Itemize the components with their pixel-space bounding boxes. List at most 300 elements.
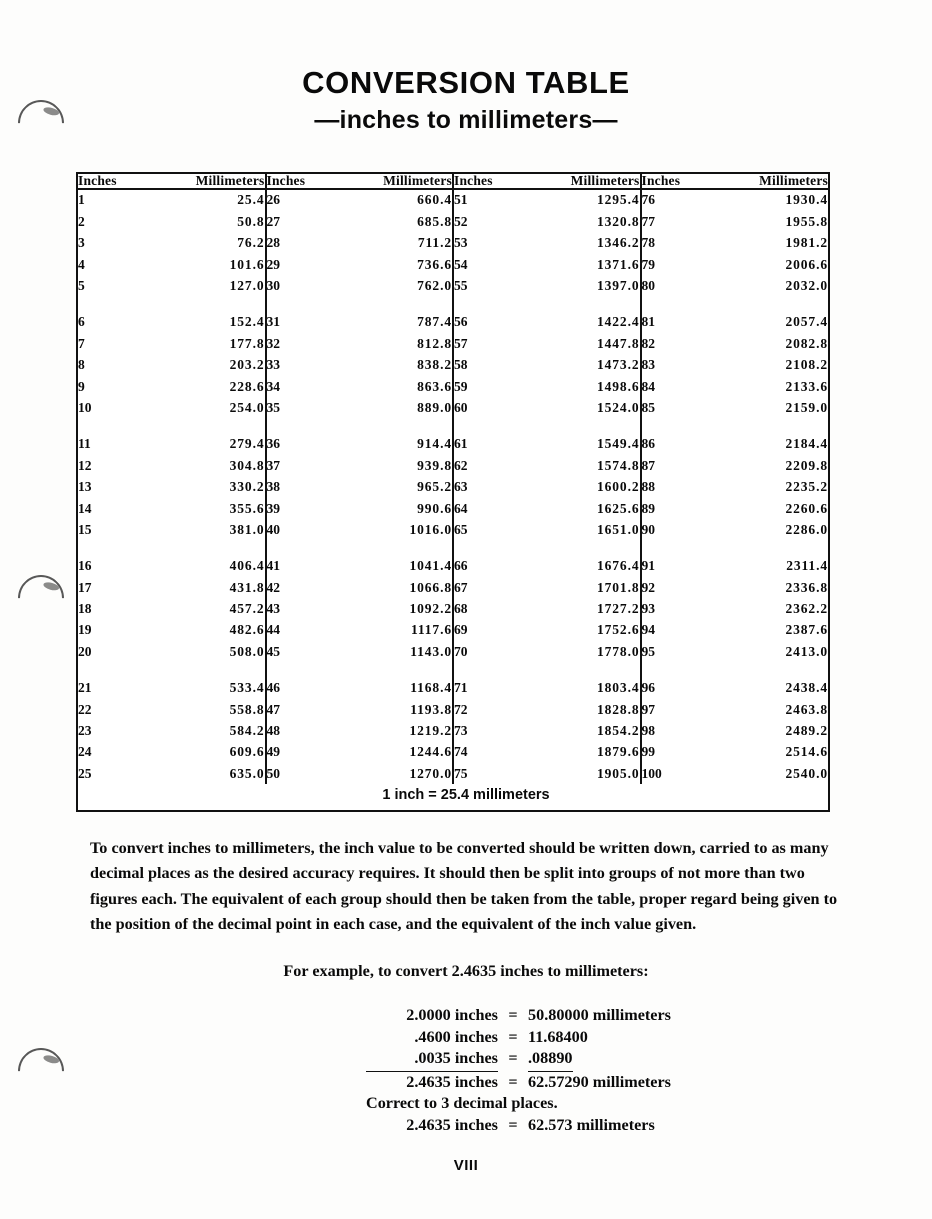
cell-inches: 70 xyxy=(453,641,540,662)
cell-millimeters: 2209.8 xyxy=(785,457,828,473)
cell-millimeters: 1955.8 xyxy=(785,213,828,229)
page-title xyxy=(0,66,932,135)
cell-inches: 43 xyxy=(266,598,353,619)
spacer-cell xyxy=(453,662,540,677)
cell-inches: 13 xyxy=(78,479,92,495)
table-row xyxy=(78,519,828,540)
cell-millimeters: 1168.4 xyxy=(410,680,452,696)
cell-millimeters: 2463.8 xyxy=(785,701,828,717)
cell-millimeters: 2235.2 xyxy=(785,479,828,495)
cell-inches: 8 xyxy=(78,357,85,373)
cell-millimeters: 889.0 xyxy=(417,399,452,415)
cell-inches: 7 xyxy=(78,335,85,351)
spacer-cell xyxy=(641,296,728,311)
cell-millimeters: 1320.8 xyxy=(596,213,640,229)
spacer-cell xyxy=(540,540,641,555)
cell-inches: 4 xyxy=(78,256,85,272)
cell-inches: 60 xyxy=(453,397,540,418)
cell-inches: 42 xyxy=(266,577,353,598)
cell-millimeters: 1219.2 xyxy=(409,723,452,739)
cell-millimeters: 660.4 xyxy=(417,192,452,208)
calc-equals-sign: = xyxy=(508,1072,518,1091)
table-row xyxy=(78,433,828,454)
calc-millimeters-value: 50.80000 millimeters xyxy=(528,1006,671,1024)
spacer-cell xyxy=(641,540,728,555)
table-row xyxy=(78,354,828,375)
cell-inches: 46 xyxy=(266,677,353,698)
cell-inches: 38 xyxy=(266,476,353,497)
cell-millimeters: 508.0 xyxy=(229,643,265,659)
cell-millimeters: 1981.2 xyxy=(785,235,828,251)
table-row xyxy=(78,763,828,784)
calc-inches-value: 2.0000 inches xyxy=(406,1006,498,1024)
header-millimeters-1: Millimeters xyxy=(165,174,266,189)
cell-millimeters: 50.8 xyxy=(237,213,265,229)
cell-inches: 49 xyxy=(266,741,353,762)
cell-millimeters: 1447.8 xyxy=(596,335,640,351)
table-row xyxy=(78,333,828,354)
table-row xyxy=(78,555,828,576)
cell-millimeters: 812.8 xyxy=(417,335,452,351)
cell-millimeters: 2540.0 xyxy=(785,765,828,781)
spacer-cell xyxy=(453,418,540,433)
cell-inches: 74 xyxy=(453,741,540,762)
cell-millimeters: 127.0 xyxy=(229,278,265,293)
cell-inches: 35 xyxy=(266,397,353,418)
cell-millimeters: 2438.4 xyxy=(785,680,828,696)
cell-millimeters: 2387.6 xyxy=(785,622,828,638)
cell-inches: 94 xyxy=(641,620,728,641)
cell-millimeters: 1422.4 xyxy=(596,314,640,330)
cell-inches: 25 xyxy=(78,765,92,781)
cell-millimeters: 355.6 xyxy=(229,500,265,516)
cell-inches: 6 xyxy=(78,314,85,330)
header-inches-1: Inches xyxy=(78,174,165,189)
cell-inches: 32 xyxy=(266,333,353,354)
calculation-row-2 xyxy=(366,1027,671,1049)
cell-inches: 2 xyxy=(78,213,85,229)
cell-millimeters: 431.8 xyxy=(229,579,265,595)
cell-inches: 9 xyxy=(78,378,85,394)
table-row xyxy=(78,254,828,275)
table-header xyxy=(78,174,828,189)
spacer-cell xyxy=(266,418,353,433)
header-millimeters-4: Millimeters xyxy=(728,174,829,189)
cell-millimeters: 2006.6 xyxy=(785,256,828,272)
cell-inches: 89 xyxy=(641,498,728,519)
cell-millimeters: 584.2 xyxy=(229,723,265,739)
cell-millimeters: 76.2 xyxy=(237,235,265,251)
cell-inches: 36 xyxy=(266,433,353,454)
calc-inches-value: .4600 inches xyxy=(414,1027,498,1046)
cell-inches: 54 xyxy=(453,254,540,275)
cell-millimeters: 2260.6 xyxy=(785,500,828,516)
cell-millimeters: 635.0 xyxy=(229,765,265,781)
cell-millimeters: 279.4 xyxy=(229,436,265,452)
cell-inches: 88 xyxy=(641,476,728,497)
table-group-spacer xyxy=(78,662,828,677)
cell-millimeters: 254.0 xyxy=(229,399,265,415)
cell-inches: 77 xyxy=(641,211,728,232)
cell-millimeters: 1778.0 xyxy=(596,643,640,659)
table-row xyxy=(78,211,828,232)
cell-inches: 65 xyxy=(453,519,540,540)
table-row xyxy=(78,498,828,519)
cell-inches: 85 xyxy=(641,397,728,418)
cell-inches: 12 xyxy=(78,457,92,473)
cell-millimeters: 177.8 xyxy=(229,335,265,351)
cell-inches: 71 xyxy=(453,677,540,698)
cell-inches: 44 xyxy=(266,620,353,641)
cell-inches: 22 xyxy=(78,701,92,717)
cell-millimeters: 1625.6 xyxy=(596,500,640,516)
header-millimeters-2: Millimeters xyxy=(353,174,454,189)
spacer-cell xyxy=(78,418,165,433)
cell-inches: 40 xyxy=(266,519,353,540)
cell-inches: 53 xyxy=(453,232,540,253)
cell-millimeters: 2514.6 xyxy=(785,744,828,760)
cell-millimeters: 2159.0 xyxy=(785,399,828,415)
calc-millimeters-value: 11.68400 xyxy=(528,1027,588,1046)
table-row xyxy=(78,455,828,476)
cell-inches: 34 xyxy=(266,376,353,397)
table-body xyxy=(78,189,828,811)
calculation-final-row xyxy=(366,1115,671,1137)
cell-inches: 91 xyxy=(641,555,728,576)
cell-inches: 59 xyxy=(453,376,540,397)
cell-inches: 100 xyxy=(641,763,728,784)
cell-millimeters: 1295.4 xyxy=(596,192,640,208)
calc-millimeters-value: 62.57290 millimeters xyxy=(528,1072,671,1091)
spacer-cell xyxy=(540,296,641,311)
cell-millimeters: 711.2 xyxy=(417,235,452,251)
conversion-table xyxy=(76,172,830,812)
cell-inches: 87 xyxy=(641,455,728,476)
cell-inches: 58 xyxy=(453,354,540,375)
spacer-cell xyxy=(641,662,728,677)
cell-inches: 5 xyxy=(78,278,85,293)
spacer-cell xyxy=(266,662,353,677)
cell-millimeters: 152.4 xyxy=(229,314,265,330)
spacer-cell xyxy=(353,540,454,555)
table-row xyxy=(78,598,828,619)
spacer-cell xyxy=(641,418,728,433)
cell-inches: 95 xyxy=(641,641,728,662)
cell-inches: 23 xyxy=(78,723,92,739)
cell-inches: 86 xyxy=(641,433,728,454)
cell-inches: 84 xyxy=(641,376,728,397)
cell-inches: 63 xyxy=(453,476,540,497)
cell-millimeters: 838.2 xyxy=(417,357,452,373)
cell-inches: 92 xyxy=(641,577,728,598)
cell-millimeters: 2082.8 xyxy=(785,335,828,351)
cell-inches: 83 xyxy=(641,354,728,375)
hole-punch-mark-middle xyxy=(8,565,73,630)
spacer-cell xyxy=(353,662,454,677)
calculation-block xyxy=(366,1005,671,1137)
spacer-cell xyxy=(453,540,540,555)
cell-inches: 96 xyxy=(641,677,728,698)
cell-millimeters: 1676.4 xyxy=(596,558,640,574)
table-row xyxy=(78,620,828,641)
cell-inches: 14 xyxy=(78,500,92,516)
cell-inches: 27 xyxy=(266,211,353,232)
cell-inches: 15 xyxy=(78,521,92,537)
cell-millimeters: 1041.4 xyxy=(409,558,452,574)
cell-millimeters: 203.2 xyxy=(229,357,265,373)
cell-millimeters: 2133.6 xyxy=(785,378,828,394)
calc-millimeters-value: 62.573 millimeters xyxy=(528,1115,655,1134)
cell-millimeters: 609.6 xyxy=(229,744,265,760)
cell-inches: 62 xyxy=(453,455,540,476)
cell-inches: 75 xyxy=(453,763,540,784)
instruction-paragraph: To convert inches to millimeters, the inch value to be converted should be written down, carried to as many decimal places as the desired accuracy requires. It should then be split into groups of not more than two figures each. The equivalent of each group should then be taken from the table, proper regard being given to the position of the decimal point in each case, and the equivalent of the inch value given. xyxy=(90,839,838,934)
cell-millimeters: 1498.6 xyxy=(596,378,640,394)
cell-millimeters: 939.8 xyxy=(417,457,452,473)
cell-inches: 29 xyxy=(266,254,353,275)
cell-millimeters: 482.6 xyxy=(229,622,265,638)
cell-millimeters: 1524.0 xyxy=(596,399,640,415)
calc-inches-value: .0035 inches xyxy=(366,1048,498,1072)
cell-inches: 16 xyxy=(78,558,92,574)
spacer-cell xyxy=(453,296,540,311)
cell-millimeters: 2362.2 xyxy=(785,601,828,617)
calculation-row-1 xyxy=(366,1005,671,1027)
spacer-cell xyxy=(540,418,641,433)
cell-inches: 76 xyxy=(641,189,728,211)
hole-punch-mark-bottom xyxy=(8,1038,73,1103)
cell-inches: 57 xyxy=(453,333,540,354)
calc-equals-sign: = xyxy=(508,1027,518,1046)
spacer-cell xyxy=(78,296,165,311)
table-group-spacer xyxy=(78,418,828,433)
cell-inches: 64 xyxy=(453,498,540,519)
cell-inches: 41 xyxy=(266,555,353,576)
calc-equals-sign: = xyxy=(508,1115,518,1134)
cell-inches: 47 xyxy=(266,699,353,720)
cell-millimeters: 381.0 xyxy=(229,521,265,537)
calculation-row-3 xyxy=(366,1048,671,1072)
cell-millimeters: 1854.2 xyxy=(596,723,640,739)
table-row xyxy=(78,397,828,418)
cell-inches: 73 xyxy=(453,720,540,741)
cell-millimeters: 228.6 xyxy=(229,378,265,394)
table-group-spacer xyxy=(78,296,828,311)
cell-millimeters: 1193.8 xyxy=(410,701,452,717)
calculation-note: Correct to 3 decimal places. xyxy=(366,1094,558,1113)
table-row xyxy=(78,311,828,332)
cell-inches: 45 xyxy=(266,641,353,662)
cell-millimeters: 2032.0 xyxy=(785,278,828,293)
cell-millimeters: 2489.2 xyxy=(785,723,828,739)
cell-millimeters: 1371.6 xyxy=(596,256,640,272)
table-row xyxy=(78,275,828,296)
cell-inches: 21 xyxy=(78,680,92,696)
cell-inches: 66 xyxy=(453,555,540,576)
cell-inches: 20 xyxy=(78,643,92,659)
spacer-cell xyxy=(165,418,266,433)
cell-millimeters: 1117.6 xyxy=(410,622,452,638)
calc-equals-sign: = xyxy=(508,1006,518,1024)
cell-millimeters: 1727.2 xyxy=(596,601,640,617)
cell-millimeters: 1803.4 xyxy=(596,680,640,696)
cell-inches: 90 xyxy=(641,519,728,540)
title-main: CONVERSION TABLE xyxy=(302,65,630,100)
cell-millimeters: 2336.8 xyxy=(785,579,828,595)
cell-inches: 10 xyxy=(78,399,92,415)
table-row xyxy=(78,376,828,397)
cell-inches: 26 xyxy=(266,189,353,211)
header-inches-2: Inches xyxy=(266,174,353,189)
spacer-cell xyxy=(728,662,829,677)
table-header-row xyxy=(78,174,828,189)
cell-millimeters: 2057.4 xyxy=(785,314,828,330)
cell-inches: 19 xyxy=(78,622,92,638)
cell-millimeters: 762.0 xyxy=(417,278,452,293)
cell-millimeters: 1397.0 xyxy=(596,278,640,293)
title-subtitle: —inches to millimeters— xyxy=(314,105,618,134)
cell-millimeters: 990.6 xyxy=(417,500,452,516)
cell-inches: 61 xyxy=(453,433,540,454)
cell-inches: 24 xyxy=(78,744,92,760)
cell-inches: 81 xyxy=(641,311,728,332)
spacer-cell xyxy=(165,662,266,677)
cell-millimeters: 1016.0 xyxy=(409,521,452,537)
spacer-cell xyxy=(78,662,165,677)
cell-inches: 68 xyxy=(453,598,540,619)
cell-millimeters: 1473.2 xyxy=(596,357,640,373)
calc-inches-value: 2.4635 inches xyxy=(406,1072,498,1091)
cell-millimeters: 406.4 xyxy=(229,558,265,574)
cell-inches: 51 xyxy=(453,189,540,211)
spacer-cell xyxy=(728,296,829,311)
spacer-cell xyxy=(353,296,454,311)
cell-inches: 80 xyxy=(641,275,728,296)
cell-millimeters: 330.2 xyxy=(229,479,265,495)
cell-millimeters: 1701.8 xyxy=(596,579,640,595)
header-inches-4: Inches xyxy=(641,174,728,189)
table-row xyxy=(78,189,828,211)
cell-millimeters: 304.8 xyxy=(229,457,265,473)
cell-inches: 17 xyxy=(78,579,92,595)
cell-millimeters: 2184.4 xyxy=(785,436,828,452)
cell-inches: 93 xyxy=(641,598,728,619)
cell-millimeters: 1905.0 xyxy=(596,765,640,781)
cell-inches: 37 xyxy=(266,455,353,476)
cell-inches: 50 xyxy=(266,763,353,784)
cell-millimeters: 2413.0 xyxy=(785,643,828,659)
cell-inches: 72 xyxy=(453,699,540,720)
cell-millimeters: 1270.0 xyxy=(409,765,452,781)
cell-inches: 1 xyxy=(78,192,85,208)
spacer-cell xyxy=(728,540,829,555)
table-row xyxy=(78,577,828,598)
cell-millimeters: 1600.2 xyxy=(596,479,640,495)
cell-millimeters: 533.4 xyxy=(229,680,265,696)
table-row xyxy=(78,720,828,741)
spacer-cell xyxy=(266,540,353,555)
spacer-cell xyxy=(165,296,266,311)
cell-inches: 18 xyxy=(78,601,92,617)
cell-millimeters: 863.6 xyxy=(417,378,452,394)
cell-inches: 56 xyxy=(453,311,540,332)
cell-inches: 3 xyxy=(78,235,85,251)
cell-millimeters: 1752.6 xyxy=(596,622,640,638)
cell-millimeters: 914.4 xyxy=(417,436,452,452)
table-row xyxy=(78,699,828,720)
cell-inches: 31 xyxy=(266,311,353,332)
cell-millimeters: 25.4 xyxy=(237,192,265,208)
cell-millimeters: 2286.0 xyxy=(785,521,828,537)
cell-inches: 78 xyxy=(641,232,728,253)
cell-millimeters: 685.8 xyxy=(417,213,452,229)
cell-millimeters: 1930.4 xyxy=(785,192,828,208)
cell-millimeters: 1651.0 xyxy=(596,521,640,537)
cell-millimeters: 1244.6 xyxy=(409,744,452,760)
cell-millimeters: 558.8 xyxy=(229,701,265,717)
cell-inches: 82 xyxy=(641,333,728,354)
table-row xyxy=(78,232,828,253)
cell-millimeters: 1092.2 xyxy=(409,601,452,617)
cell-millimeters: 457.2 xyxy=(229,601,265,617)
cell-millimeters: 1574.8 xyxy=(596,457,640,473)
cell-inches: 69 xyxy=(453,620,540,641)
example-intro: For example, to convert 2.4635 inches to millimeters: xyxy=(283,962,649,980)
cell-millimeters: 1879.6 xyxy=(596,744,640,760)
spacer-cell xyxy=(78,540,165,555)
spacer-cell xyxy=(728,418,829,433)
spacer-cell xyxy=(353,418,454,433)
cell-inches: 11 xyxy=(78,436,91,452)
cell-inches: 79 xyxy=(641,254,728,275)
cell-millimeters: 1143.0 xyxy=(410,643,452,659)
cell-millimeters: 1066.8 xyxy=(409,579,452,595)
table-row xyxy=(78,741,828,762)
cell-millimeters: 1549.4 xyxy=(596,436,640,452)
cell-millimeters: 1828.8 xyxy=(596,701,640,717)
header-millimeters-3: Millimeters xyxy=(540,174,641,189)
cell-inches: 99 xyxy=(641,741,728,762)
page-number: VIII xyxy=(453,1157,479,1174)
cell-inches: 28 xyxy=(266,232,353,253)
header-inches-3: Inches xyxy=(453,174,540,189)
calc-inches-value: 2.4635 inches xyxy=(406,1115,498,1134)
calc-millimeters-value: .08890 xyxy=(528,1048,573,1072)
cell-inches: 30 xyxy=(266,275,353,296)
calc-equals-sign: = xyxy=(508,1049,518,1068)
cell-inches: 39 xyxy=(266,498,353,519)
cell-millimeters: 1346.2 xyxy=(596,235,640,251)
table-caption: 1 inch = 25.4 millimeters xyxy=(382,787,550,803)
spacer-cell xyxy=(540,662,641,677)
cell-millimeters: 101.6 xyxy=(229,256,265,272)
cell-millimeters: 2311.4 xyxy=(786,558,828,574)
spacer-cell xyxy=(266,296,353,311)
cell-inches: 97 xyxy=(641,699,728,720)
table-row xyxy=(78,677,828,698)
cell-millimeters: 736.6 xyxy=(417,256,452,272)
calculation-row-4 xyxy=(366,1072,671,1094)
cell-inches: 98 xyxy=(641,720,728,741)
table-row xyxy=(78,476,828,497)
table-row xyxy=(78,641,828,662)
table-group-spacer xyxy=(78,540,828,555)
cell-inches: 33 xyxy=(266,354,353,375)
spacer-cell xyxy=(165,540,266,555)
cell-millimeters: 787.4 xyxy=(417,314,452,330)
cell-inches: 52 xyxy=(453,211,540,232)
cell-millimeters: 2108.2 xyxy=(785,357,828,373)
